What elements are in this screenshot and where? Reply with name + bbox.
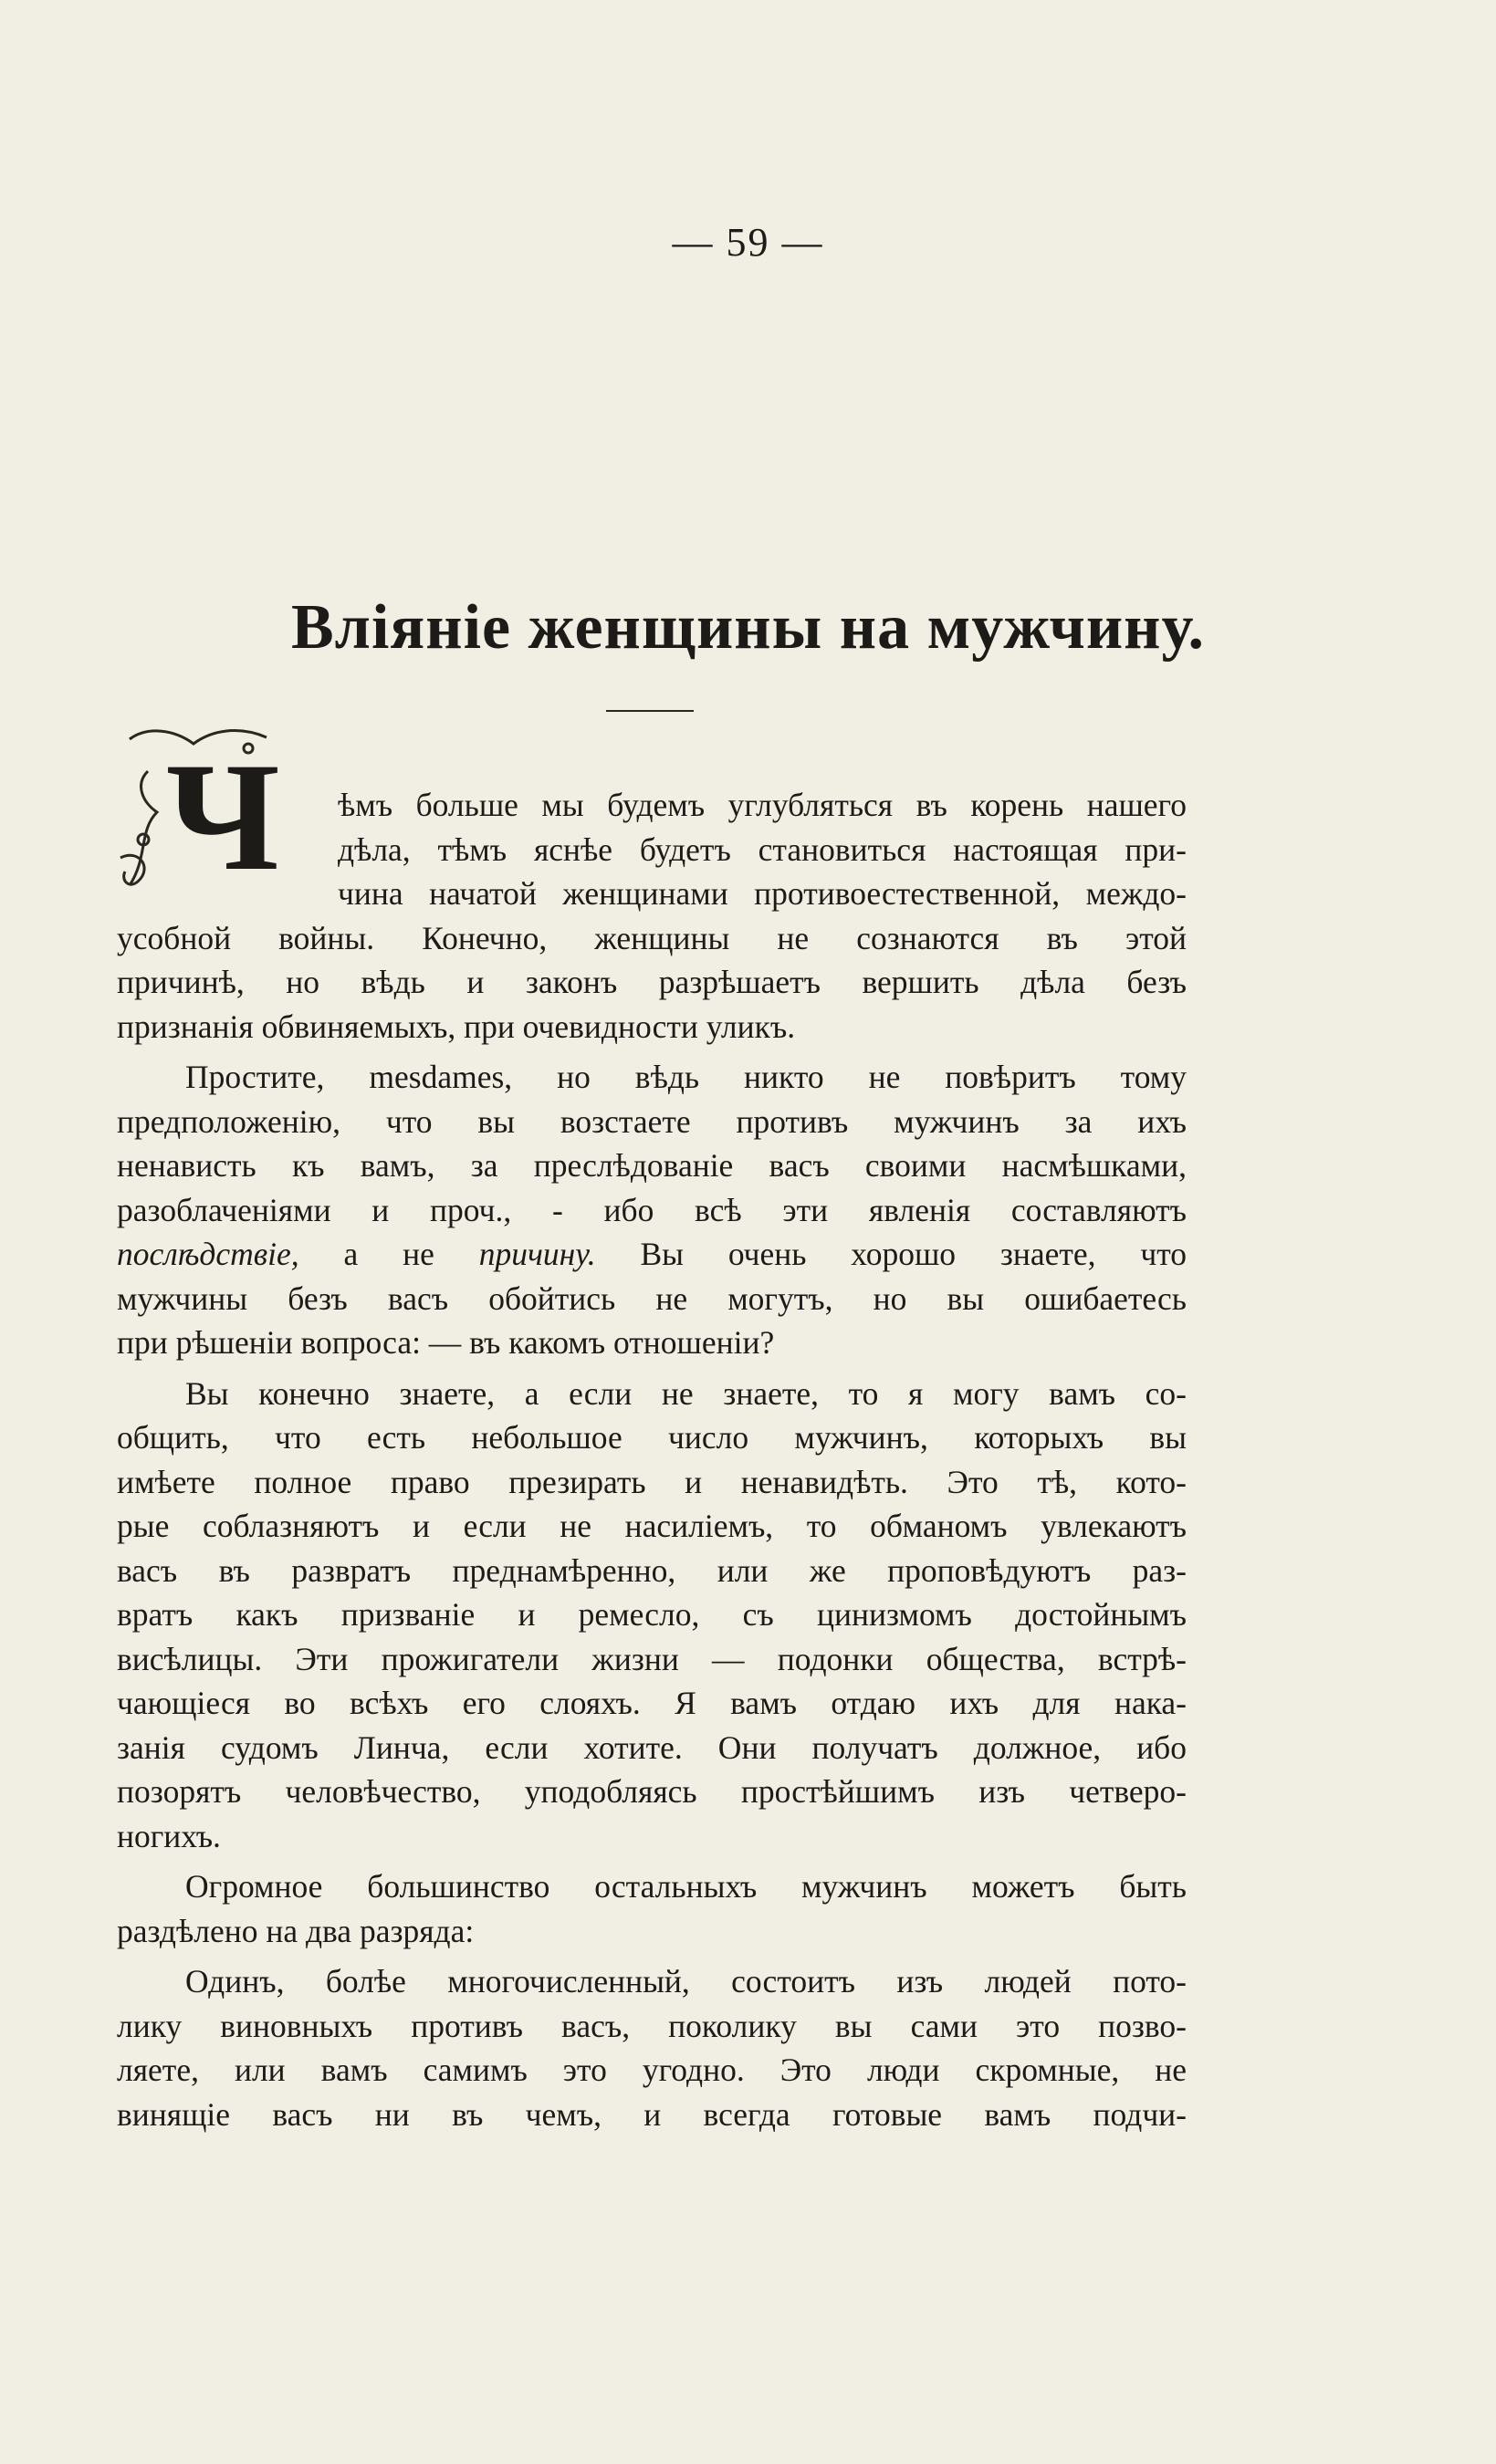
text-line: лику виновныхъ противъ васъ, поколику вы сами это позво- <box>117 2007 1187 2044</box>
text-line: Огромное большинство остальныхъ мужчинъ можетъ быть <box>185 1868 1187 1905</box>
text-line: признанія обвиняемыхъ, при очевидности уликъ. <box>117 1008 796 1045</box>
text-line: васъ въ развратъ преднамѣренно, или же проповѣдуютъ раз- <box>117 1551 1187 1589</box>
text-line: занія судомъ Линча, если хотите. Они получатъ должное, ибо <box>117 1728 1187 1766</box>
text-line: послѣдствіе, а не причину. Вы очень хорошо знаете, что <box>117 1236 1187 1272</box>
text-line: вратъ какъ призваніе и ремесло, съ цинизмомъ достойнымъ <box>117 1596 1187 1633</box>
paragraph-gap <box>117 1858 1187 1864</box>
text-line: причинѣ, но вѣдь и законъ разрѣшаетъ вершить дѣла безъ <box>117 964 1187 1000</box>
text-line: позорятъ человѣчество, уподобляясь простѣйшимъ изъ четверо- <box>117 1773 1187 1810</box>
text-line: винящіе васъ ни въ чемъ, и всегда готовые вамъ подчи- <box>117 2095 1187 2133</box>
text-line: при рѣшеніи вопроса: — въ какомъ отношеніи? <box>117 1324 775 1361</box>
text-line: предположенію, что вы возстаете противъ мужчинъ за ихъ <box>117 1102 1187 1140</box>
text-line: ляете, или вамъ самимъ это угодно. Это люди скромные, не <box>117 2052 1187 2088</box>
text-line: ѣмъ больше мы будемъ углубляться въ корень нашего <box>338 787 1187 823</box>
text-line: ненависть къ вамъ, за преслѣдованіе васъ своими насмѣшками, <box>117 1147 1187 1184</box>
text-line: разоблаченіями и проч., - ибо всѣ эти явленія составляютъ <box>117 1191 1187 1228</box>
chapter-title: Вліяніе женщины на мужчину. <box>290 592 1206 663</box>
text-line: ногихъ. <box>117 1817 221 1854</box>
text-line: чина начатой женщинами противоестественной, междо- <box>338 875 1187 912</box>
text-line: дѣла, тѣмъ яснѣе будетъ становиться настоящая при- <box>338 830 1187 868</box>
text-line: висѣлицы. Эти прожигатели жизни — подонки общества, встрѣ- <box>117 1640 1187 1677</box>
body-text <box>117 783 1187 2136</box>
text-line: Вы конечно знаете, а если не знаете, то я могу вамъ со- <box>185 1374 1187 1412</box>
text-line: раздѣлено на два разряда: <box>117 1912 475 1949</box>
text-line: общить, что есть небольшое число мужчинъ, которыхъ вы <box>117 1419 1187 1456</box>
text-line: мужчины безъ васъ обойтись не могутъ, но вы ошибаетесь <box>117 1279 1187 1317</box>
text-line: Простите, mesdames, но вѣдь никто не повѣритъ тому <box>185 1059 1187 1095</box>
paragraph-gap <box>117 1953 1187 1959</box>
text-line: Одинъ, болѣе многочисленный, состоитъ изъ людей пото- <box>185 1963 1187 1999</box>
paragraph-gap <box>117 1365 1187 1372</box>
page-number: — 59 — <box>672 220 824 265</box>
title-divider <box>606 710 694 712</box>
text-line: имѣете полное право презирать и ненавидѣть. Это тѣ, кото- <box>117 1463 1187 1500</box>
text-line: рые соблазняютъ и если не насиліемъ, то обманомъ увлекаютъ <box>117 1508 1187 1544</box>
text-line: чающіеся во всѣхъ его слояхъ. Я вамъ отдаю ихъ для нака- <box>117 1685 1187 1721</box>
text-line: усобной войны. Конечно, женщины не сознаются въ этой <box>117 919 1187 956</box>
paragraph-gap <box>117 1049 1187 1055</box>
dropcap-letter: Ч <box>166 731 280 903</box>
